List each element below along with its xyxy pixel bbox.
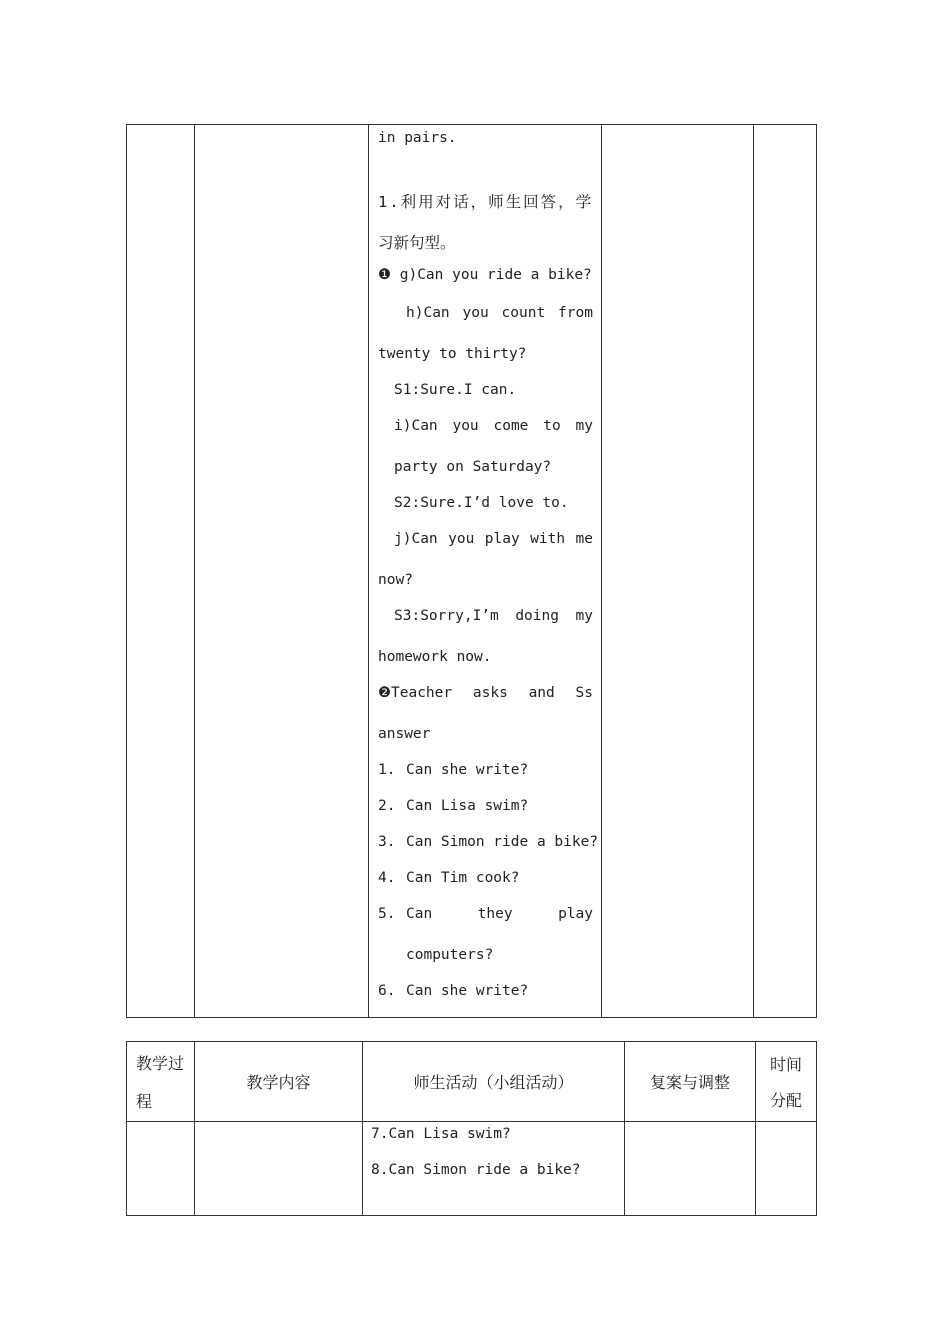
activity-line: 1.利用对话，师生回答，学 [378, 193, 594, 211]
activity-line: ❷Teacher asks and Ss [378, 685, 593, 701]
activity-line: h)Can you count from [406, 305, 593, 321]
list-item: 5. [378, 906, 396, 922]
list-item-text: Can she write? [406, 762, 529, 778]
list-item-text: 7.Can Lisa swim? [371, 1126, 511, 1142]
process-cell [127, 1122, 195, 1216]
activity-line: twenty to thirty? [378, 346, 527, 362]
activity-line: S3:Sorry,I’m doing my [394, 608, 593, 624]
header-activity: 师生活动（小组活动） [363, 1042, 625, 1122]
content-cell [195, 125, 369, 1018]
activity-cell [363, 1122, 625, 1216]
time-cell [756, 1122, 817, 1216]
list-item-text: Can she write? [406, 983, 529, 999]
adjust-cell [625, 1122, 756, 1216]
list-item-text: Can Lisa swim? [406, 798, 529, 814]
bullet-2-icon: ❷ [378, 685, 391, 701]
activity-line: homework now. [378, 649, 492, 665]
list-item: 6. [378, 983, 396, 999]
activity-cell [369, 125, 602, 1018]
header-time: 时间 分配 [756, 1042, 817, 1122]
header-content: 教学内容 [195, 1042, 363, 1122]
list-item-text: Can Tim cook? [406, 870, 520, 886]
list-item-text: Can Simon ride a bike? [406, 834, 599, 850]
list-item-text: computers? [406, 947, 494, 963]
activity-line: answer [378, 726, 431, 742]
activity-line: S2:Sure.I’d love to. [394, 495, 569, 511]
list-item-text: 8.Can Simon ride a bike? [371, 1162, 581, 1178]
list-item: 3. [378, 834, 396, 850]
activity-line: S1:Sure.I can. [394, 382, 517, 398]
process-cell [127, 125, 195, 1018]
adjust-cell [602, 125, 754, 1018]
activity-line: 习新句型。 [378, 234, 456, 252]
content-cell [195, 1122, 363, 1216]
list-item: 4. [378, 870, 396, 886]
lesson-table-continued [126, 124, 817, 1018]
bullet-1-icon: ❶ [378, 267, 391, 283]
header-process: 教学过 程 [127, 1042, 195, 1122]
activity-line: in pairs. [378, 130, 457, 146]
list-item: 2. [378, 798, 396, 814]
list-item-text: Can they play [406, 906, 593, 922]
list-item: 1. [378, 762, 396, 778]
activity-line: ❶ g)Can you ride a bike? [378, 267, 592, 283]
activity-line: j)Can you play with me [394, 531, 593, 547]
activity-line: i)Can you come to my [394, 418, 593, 434]
header-adjust: 复案与调整 [625, 1042, 756, 1122]
lesson-table-header [126, 1041, 817, 1216]
activity-line: party on Saturday? [394, 459, 552, 475]
activity-line: now? [378, 572, 413, 588]
time-cell [754, 125, 817, 1018]
